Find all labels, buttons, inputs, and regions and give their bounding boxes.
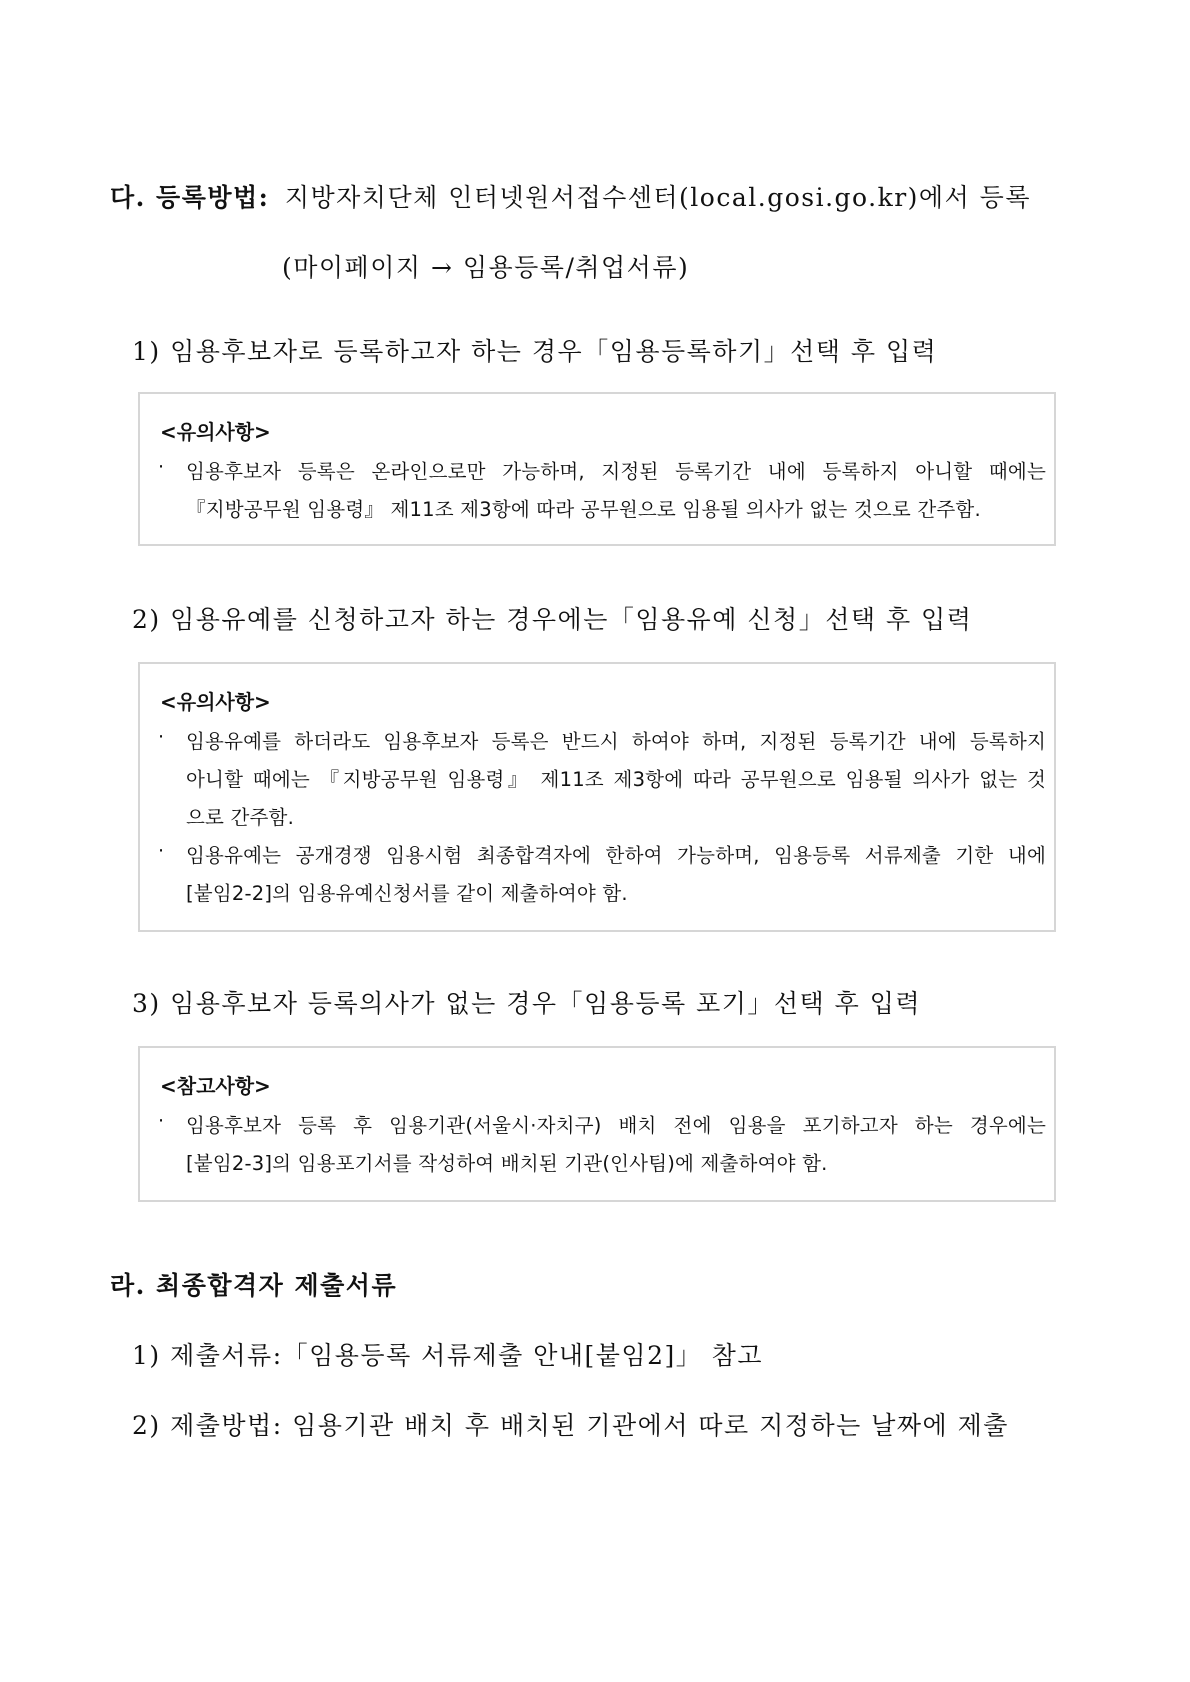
notice-text-line: 으로 간주함. (186, 806, 294, 829)
section-da-text: 지방자치단체 인터넷원서접수센터(local.gosi.go.kr)에서 등록 (284, 183, 1031, 212)
item-2-heading: 2) 임용유예를 신청하고자 하는 경우에는「임용유예 신청」선택 후 입력 (132, 605, 973, 634)
item-3-heading: 3) 임용후보자 등록의사가 없는 경우「임용등록 포기」선택 후 입력 (132, 989, 922, 1018)
notice-box-3 (138, 1046, 1056, 1202)
section-ra-heading: 라. 최종합격자 제출서류 (110, 1271, 398, 1300)
notice-text-line: 임용후보자 등록 후 임용기관(서울시·자치구) 배치 전에 임용을 포기하고자 하는 경우에는 (186, 1114, 1046, 1137)
notice-text-line: 임용유예는 공개경쟁 임용시험 최종합격자에 한하여 가능하며, 임용등록 서류제출 기한 내에 (186, 844, 1046, 867)
bullet-marker: · (158, 1110, 165, 1132)
section-da-label: 다. 등록방법: (110, 183, 270, 212)
bullet-marker: · (158, 456, 165, 478)
notice-box-title: <참고사항> (160, 1074, 271, 1098)
bullet-marker: · (158, 840, 165, 862)
item-1-heading: 1) 임용후보자로 등록하고자 하는 경우「임용등록하기」선택 후 입력 (132, 337, 938, 366)
bullet-marker: · (158, 726, 165, 748)
notice-text-line: 임용후보자 등록은 온라인으로만 가능하며, 지정된 등록기간 내에 등록하지 아니할 때에는 (186, 460, 1046, 483)
notice-text-line: 임용유예를 하더라도 임용후보자 등록은 반드시 하여야 하며, 지정된 등록기간 내에 등록하지 (186, 730, 1046, 753)
notice-box-2 (138, 662, 1056, 932)
section-ra-item: 1) 제출서류:「임용등록 서류제출 안내[붙임2]」 참고 (132, 1341, 763, 1370)
notice-text-line: [붙임2-3]의 임용포기서를 작성하여 배치된 기관(인사팀)에 제출하여야 함. (186, 1152, 828, 1175)
section-da-line (110, 178, 1031, 214)
section-da-sub: (마이페이지 → 임용등록/취업서류) (282, 253, 690, 282)
notice-text-line: [붙임2-2]의 임용유예신청서를 같이 제출하여야 함. (186, 882, 628, 905)
notice-box-title: <유의사항> (160, 420, 271, 444)
notice-box-1 (138, 392, 1056, 546)
section-ra-item: 2) 제출방법: 임용기관 배치 후 배치된 기관에서 따로 지정하는 날짜에 제출 (132, 1411, 1009, 1440)
notice-text-line: 아니할 때에는 『지방공무원 임용령』 제11조 제3항에 따라 공무원으로 임용될 의사가 없는 것 (186, 768, 1046, 791)
notice-text-line: 『지방공무원 임용령』 제11조 제3항에 따라 공무원으로 임용될 의사가 없는 것으로 간주함. (186, 498, 981, 521)
notice-box-title: <유의사항> (160, 690, 271, 714)
